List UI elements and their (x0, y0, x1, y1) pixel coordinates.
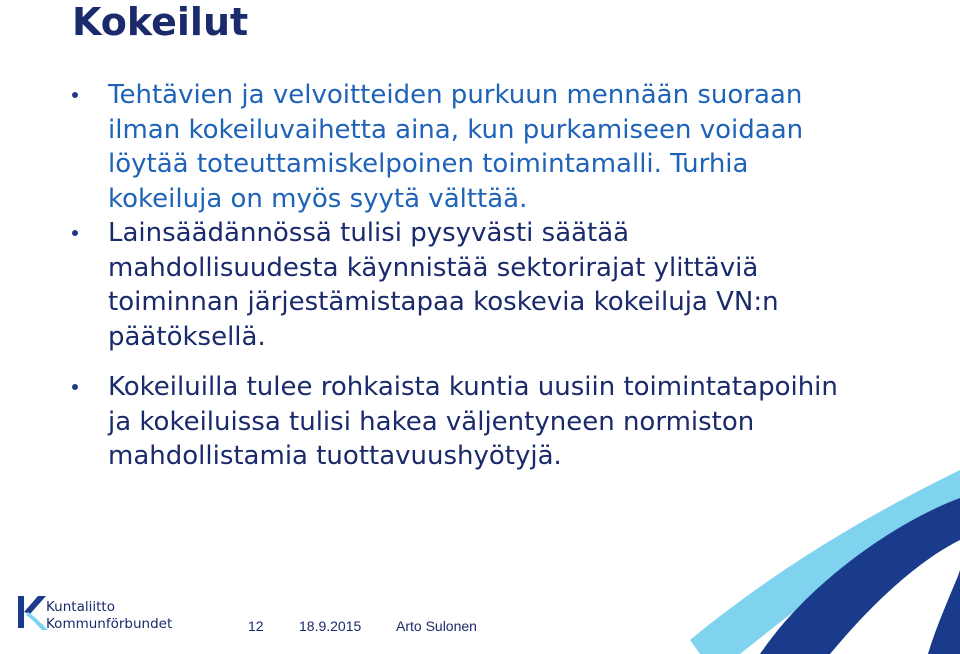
bullet-list (72, 78, 952, 474)
bullet-item: Lainsäädännössä tulisi pysyvästi säätää mahdollisuudesta käynnistää sektorirajat ylittäviä toiminnan järjestämistapaa koskevia kokeiluja VN:n päätöksellä. (72, 216, 952, 354)
bullet-item: Tehtävien ja velvoitteiden purkuun mennään suoraan ilman kokeiluvaihetta aina, kun purkamiseen voidaan löytää toteuttamiskelpoinen toimintamalli. Turhia kokeiluja on myös syytä välttää. (72, 78, 952, 216)
slide-title: Kokeilut (72, 0, 249, 44)
footer-page-number: 12 (248, 618, 264, 634)
swoosh-dark-ribbon-tip (928, 570, 960, 654)
kuntaliitto-logo (16, 592, 186, 636)
bullet-item: Kokeiluilla tulee rohkaista kuntia uusiin toimintatapoihin ja kokeiluissa tulisi hakea väljentyneen normiston mahdollistamia tuottavuushyötyjä. (72, 370, 952, 474)
logo-line-fi: Kuntaliitto (46, 599, 115, 615)
logo-line-sv: Kommunförbundet (46, 616, 173, 632)
logo-wordmark (46, 599, 172, 633)
footer-author: Arto Sulonen (396, 618, 477, 634)
logo-k-mark-icon (16, 592, 50, 632)
footer-date: 18.9.2015 (299, 618, 362, 634)
